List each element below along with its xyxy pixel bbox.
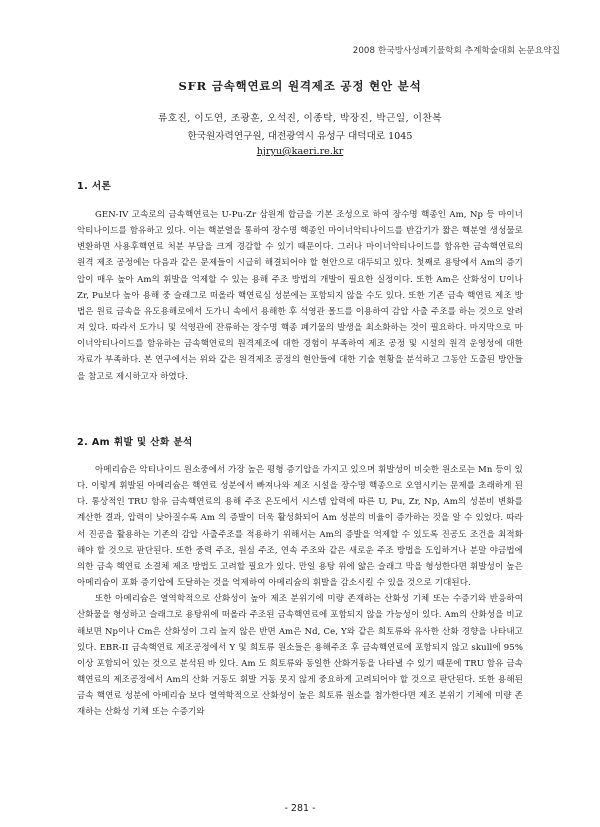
author-email-link[interactable]: hjryu@kaeri.re.kr (256, 146, 344, 157)
paper-title: SFR 금속핵연료의 원격제조 공정 현안 분석 (178, 79, 422, 93)
affiliation: 한국원자력연구원, 대전광역시 유성구 대덕대로 1045 (187, 131, 413, 142)
paragraph: GEN-IV 고속로의 금속핵연료는 U-Pu-Zr 삼원계 합금을 기본 조성으로 하여 장수명 핵종인 Am, Np 등 마이너악티나이드를 함유하고 있다. 이는 핵분열을 통하여 장수명 핵종인 마이너악티나이드를 반감기가 짧은 핵분열 생성물로 변환하면 사용후핵연료 처분 부담을 크게 경감할 수 있기 때문이다. 그러나 마이너악티나이드를 함유한 금속핵연료의 원격 제조 공정에는 다음과 같은 문제들이 시급히 해결되어야 할 현안으로 대두되고 있다. 첫째로 용탕에서 Am의 증기압이 매우 높아 Am의 휘발을 억제할 수 있는 용해 주조 방법의 개발이 필요한 실정이다. 또한 Am은 산화성이 U이나 Zr, Pu보다 높아 용해 중 슬래그로 떠올라 핵연료심 성분에는 포함되지 않을 수도 있다. 또한 기존 금속 핵연료 제조 방법은 원료 금속을 유도용해로에서 도가니 속에서 용해한 후 석영관 몰드를 이용하여 감압 사출 주조를 하는 것으로 알려져 있다. 따라서 도가니 및 석영관에 잔류하는 장수명 핵종 폐기물의 발생을 최소화하는 것이 필요하다. 마지막으로 마이너악티나이드를 함유하는 금속핵연료의 원격제조에 대한 경험이 부족하여 제조 공정 및 시설의 원격 운영성에 대한 자료가 부족하다. 본 연구에서는 위와 같은 원격제조 공정의 현안들에 대한 기술 현황을 분석하고 그동안 도출된 방안들을 참고로 제시하고자 하였다. (77, 210, 523, 382)
section-heading-am-volatility: 2. Am 휘발 및 산화 분석 (77, 437, 193, 448)
section-heading-introduction: 1. 서론 (77, 181, 112, 192)
page-number: - 281 - (284, 803, 316, 814)
am-volatility-body (77, 462, 523, 721)
conference-header: 2008 한국방사성폐기물학회 추계학술대회 논문요약집 (352, 46, 560, 56)
introduction-body (77, 207, 523, 385)
paragraph: 아메리슘은 악티나이드 원소중에서 가장 높은 평형 증기압을 가지고 있으며 휘발성이 비슷한 원소로는 Mn 등이 있다. 이렇게 휘발된 아메리슘은 핵연료 성분에서 빠져나와 제조 시설을 장수명 핵종으로 오염시키는 문제를 초래하게 된다. 통상적인 TRU 함유 금속핵연료의 용해 주조 온도에서 시스템 압력에 따른 U, Pu, Zr, Np, Am의 성분비 변화를 계산한 결과, 압력이 낮아질수록 Am 의 증발이 더욱 활성화되어 Am 성분의 비율이 증가하는 것을 알 수 있었다. 따라서 진공을 활용하는 기존의 감압 사출주조를 적용하기 위해서는 Am의 증발을 억제할 수 있도록 진공도 조건을 최적화해야 할 것으로 판단된다. 또한 중력 주조, 원심 주조, 연속 주조와 같은 새로운 주조 방법을 도입하거나 분말 야금법에 의한 금속 핵연료 소결체 제조 방법도 고려할 필요가 있다. 만일 용탕 위에 얇은 슬래그 막을 형성한다면 휘발성이 높은 아메리슘이 포화 증기압에 도달하는 것을 억제하여 아메리슘의 휘발을 감소시킬 수 있을 것으로 기대된다. (77, 465, 523, 589)
paragraph: 또한 아메리슘은 열역학적으로 산화성이 높아 제조 분위기에 미량 존재하는 산화성 기체 또는 수증기와 반응하여 산화물을 형성하고 슬래그로 용탕위에 떠올라 주조된 금속핵연료에 포함되지 않을 가능성이 있다. Am의 산화성을 비교해보면 Np이나 Cm은 산화성이 그리 높지 않은 반면 Am은 Nd, Ce, Y와 같은 희토류와 유사한 산화 경향을 나타내고 있다. EBR-II 금속핵연료 제조공정에서 Y 및 희토류 원소들은 용해주조 후 금속핵연료에 포함되지 않고 skull에 95% 이상 포함되어 있는 것으로 분석된 바 있다. Am 도 희토류와 동일한 산화거동을 나타낼 수 있기 때문에 TRU 함유 금속핵연료의 제조공정에서 Am의 산화 거동도 휘발 거동 못지 않게 중요하게 고려되어야 할 것으로 판단된다. 또한 용해된 금속 핵연료 성분에 아메리슘 보다 열역학적으로 산화성이 높은 희토류 원소를 첨가한다면 제조 분위기 기체에 미량 존재하는 산화성 기체 또는 수증기와 (77, 594, 523, 718)
author-list: 류호진, 이도연, 조광훈, 오석진, 이종탁, 박장진, 박근일, 이찬복 (157, 113, 443, 124)
